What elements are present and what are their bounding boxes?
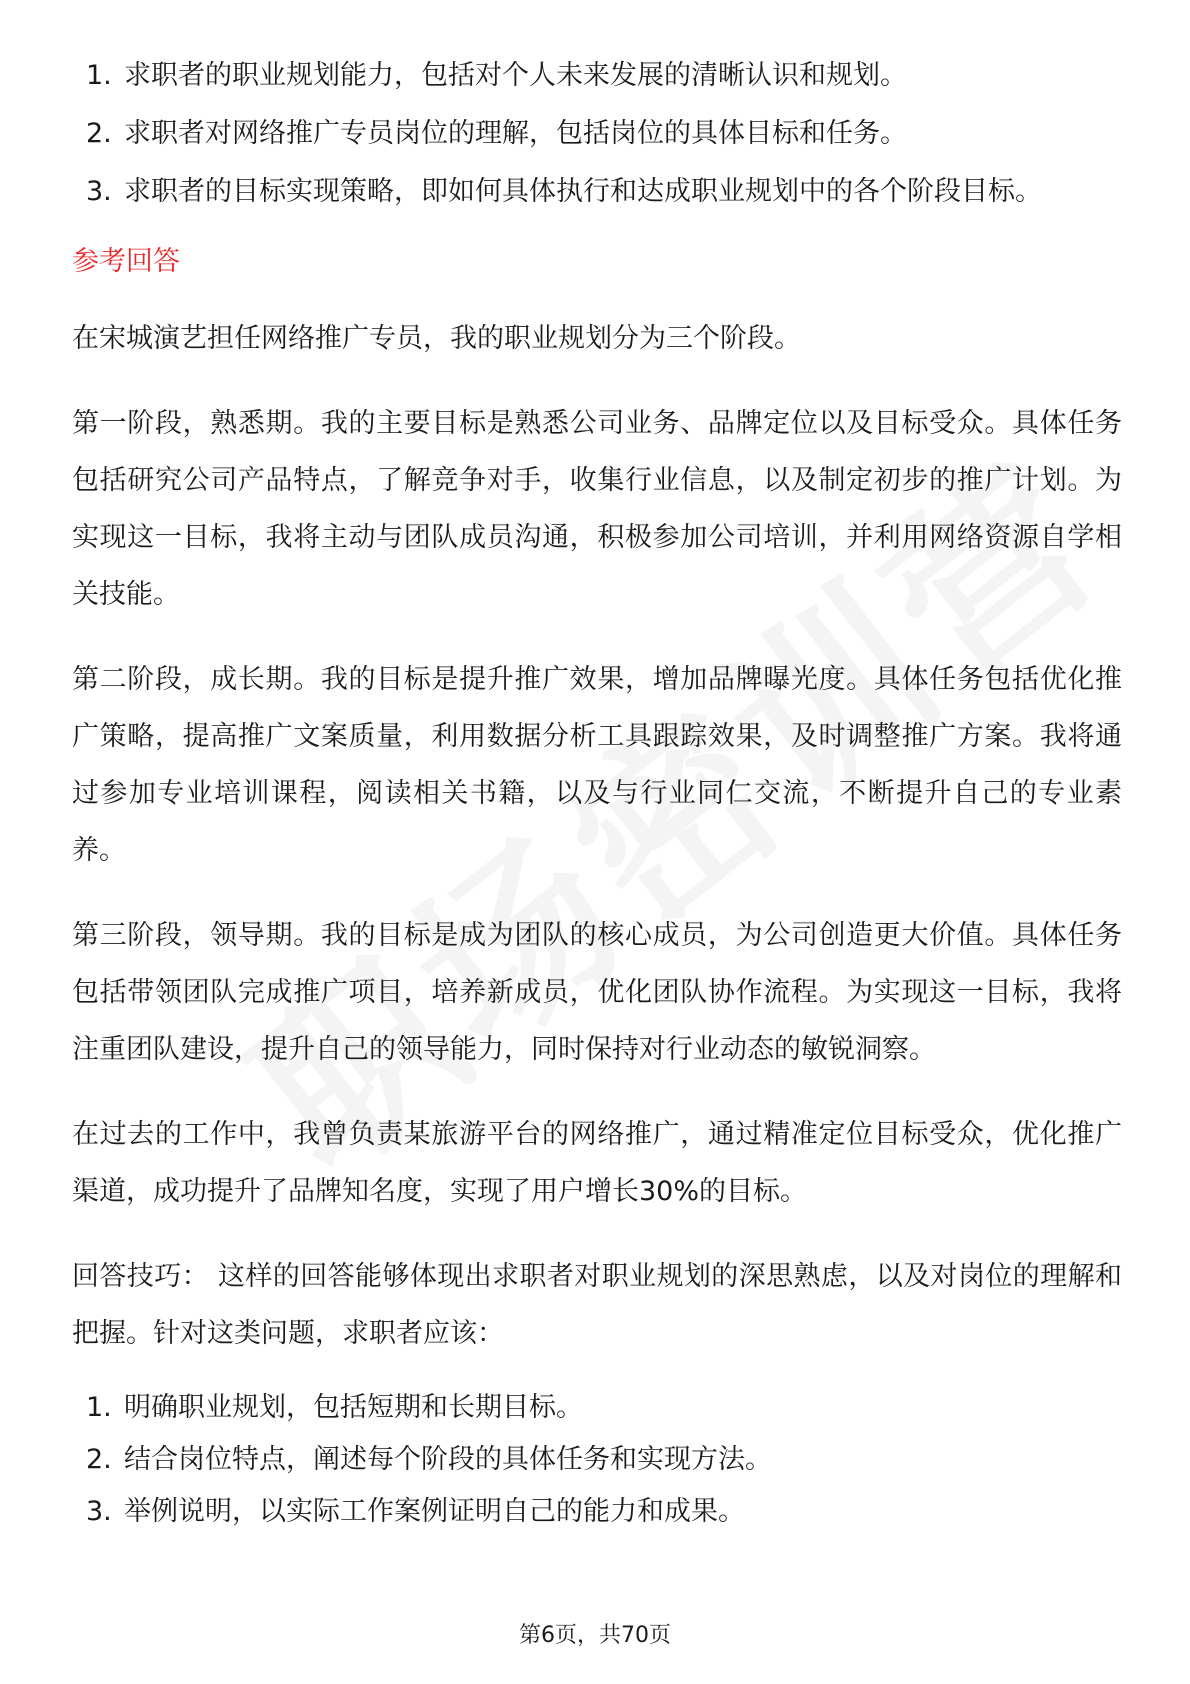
list-text: 求职者的目标实现策略，即如何具体执行和达成职业规划中的各个阶段目标。 bbox=[124, 176, 1042, 207]
list-number: 1. bbox=[86, 1392, 112, 1423]
paragraph-past-experience: 在过去的工作中，我曾负责某旅游平台的网络推广，通过精准定位目标受众，优化推广渠道，成功提升了品牌知名度，实现了用户增长30%的目标。 bbox=[72, 1119, 1122, 1207]
list-text: 求职者的职业规划能力，包括对个人未来发展的清晰认识和规划。 bbox=[124, 60, 907, 91]
list-number: 3. bbox=[86, 176, 112, 207]
paragraph-answer-tips: 回答技巧： 这样的回答能够体现出求职者对职业规划的深思熟虑，以及对岗位的理解和把握。针对这类问题，求职者应该： bbox=[72, 1261, 1122, 1349]
tips-list bbox=[72, 1390, 1122, 1546]
list-text: 结合岗位特点，阐述每个阶段的具体任务和实现方法。 bbox=[124, 1444, 772, 1475]
page-content bbox=[72, 58, 1122, 1546]
list-item bbox=[72, 174, 1122, 232]
paragraph-stage-two: 第二阶段，成长期。我的目标是提升推广效果，增加品牌曝光度。具体任务包括优化推广策略，提高推广文案质量，利用数据分析工具跟踪效果，及时调整推广方案。我将通过参加专业培训课程，阅读相关书籍，以及与行业同仁交流，不断提升自己的专业素养。 bbox=[72, 664, 1122, 866]
criteria-list bbox=[72, 58, 1122, 232]
paragraph-intro: 在宋城演艺担任网络推广专员，我的职业规划分为三个阶段。 bbox=[72, 323, 801, 354]
list-item bbox=[72, 116, 1122, 174]
section-title: 参考回答 bbox=[72, 246, 180, 277]
list-text: 明确职业规划，包括短期和长期目标。 bbox=[124, 1392, 583, 1423]
paragraph-stage-three: 第三阶段，领导期。我的目标是成为团队的核心成员，为公司创造更大价值。具体任务包括带领团队完成推广项目，培养新成员，优化团队协作流程。为实现这一目标，我将注重团队建设，提升自己的领导能力，同时保持对行业动态的敏锐洞察。 bbox=[72, 920, 1122, 1065]
list-number: 1. bbox=[86, 60, 112, 91]
list-item bbox=[72, 1390, 1122, 1442]
list-item bbox=[72, 1494, 1122, 1546]
page-number-footer: 第6页，共70页 bbox=[519, 1623, 671, 1648]
list-text: 举例说明，以实际工作案例证明自己的能力和成果。 bbox=[124, 1496, 745, 1527]
paragraph-stage-one: 第一阶段，熟悉期。我的主要目标是熟悉公司业务、品牌定位以及目标受众。具体任务包括研究公司产品特点，了解竞争对手，收集行业信息，以及制定初步的推广计划。为实现这一目标，我将主动与团队成员沟通，积极参加公司培训，并利用网络资源自学相关技能。 bbox=[72, 408, 1122, 610]
list-number: 2. bbox=[86, 1444, 112, 1475]
list-number: 2. bbox=[86, 118, 112, 149]
list-number: 3. bbox=[86, 1496, 112, 1527]
list-item bbox=[72, 58, 1122, 116]
list-item bbox=[72, 1442, 1122, 1494]
list-text: 求职者对网络推广专员岗位的理解，包括岗位的具体目标和任务。 bbox=[124, 118, 907, 149]
